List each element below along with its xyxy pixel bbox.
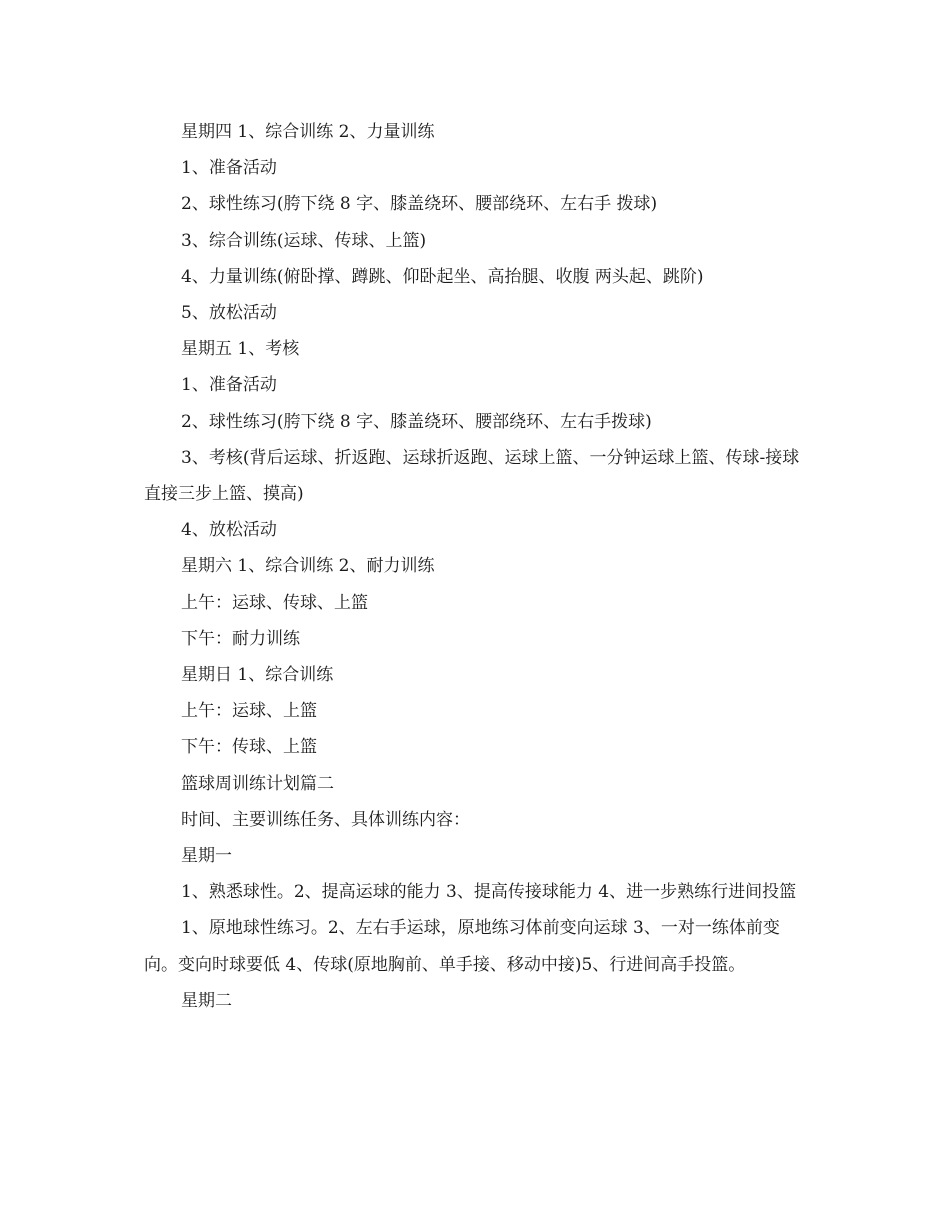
document-body bbox=[144, 114, 806, 1019]
list-item: 3、综合训练(运球、传球、上篮) bbox=[181, 230, 427, 251]
list-item: 2、球性练习(胯下绕 8 字、膝盖绕环、腰部绕环、左右手 拨球) bbox=[181, 194, 658, 215]
list-item: 2、球性练习(胯下绕 8 字、膝盖绕环、腰部绕环、左右手拨球) bbox=[181, 411, 652, 432]
list-item: 下午：耐力训练 bbox=[181, 628, 300, 649]
heading-saturday: 星期六 1、综合训练 2、耐力训练 bbox=[181, 556, 435, 577]
list-item: 1、准备活动 bbox=[181, 375, 277, 396]
list-item: 4、放松活动 bbox=[181, 520, 277, 541]
heading-thursday: 星期四 1、综合训练 2、力量训练 bbox=[181, 122, 435, 142]
list-item: 1、熟悉球性。2、提高运球的能力 3、提高传接球能力 4、进一步熟练行进间投篮 bbox=[181, 882, 797, 903]
heading-monday: 星期一 bbox=[181, 846, 232, 867]
heading-tuesday: 星期二 bbox=[181, 990, 232, 1011]
list-item: 3、考核(背后运球、折返跑、运球折返跑、运球上篮、一分钟运球上篮、传球-接球直接三步上篮、摸高) bbox=[144, 447, 800, 505]
list-item: 5、放松活动 bbox=[181, 303, 277, 324]
section-intro: 时间、主要训练任务、具体训练内容： bbox=[181, 809, 470, 830]
list-item: 上午：运球、传球、上篮 bbox=[181, 592, 368, 613]
section-title: 篮球周训练计划篇二 bbox=[181, 773, 334, 794]
list-item: 1、原地球性练习。2、左右手运球，原地练习体前变向运球 3、一对一练体前变向。变向时球要低 4、传球(原地胸前、单手接、移动中接)5、行进间高手投篮。 bbox=[144, 918, 780, 975]
list-item: 4、力量训练(俯卧撑、蹲跳、仰卧起坐、高抬腿、收腹 两头起、跳阶) bbox=[181, 266, 704, 287]
list-item: 上午：运球、上篮 bbox=[181, 701, 317, 722]
heading-friday: 星期五 1、考核 bbox=[181, 339, 300, 360]
heading-sunday: 星期日 1、综合训练 bbox=[181, 665, 334, 686]
list-item: 下午：传球、上篮 bbox=[181, 737, 317, 758]
list-item: 1、准备活动 bbox=[181, 158, 277, 179]
